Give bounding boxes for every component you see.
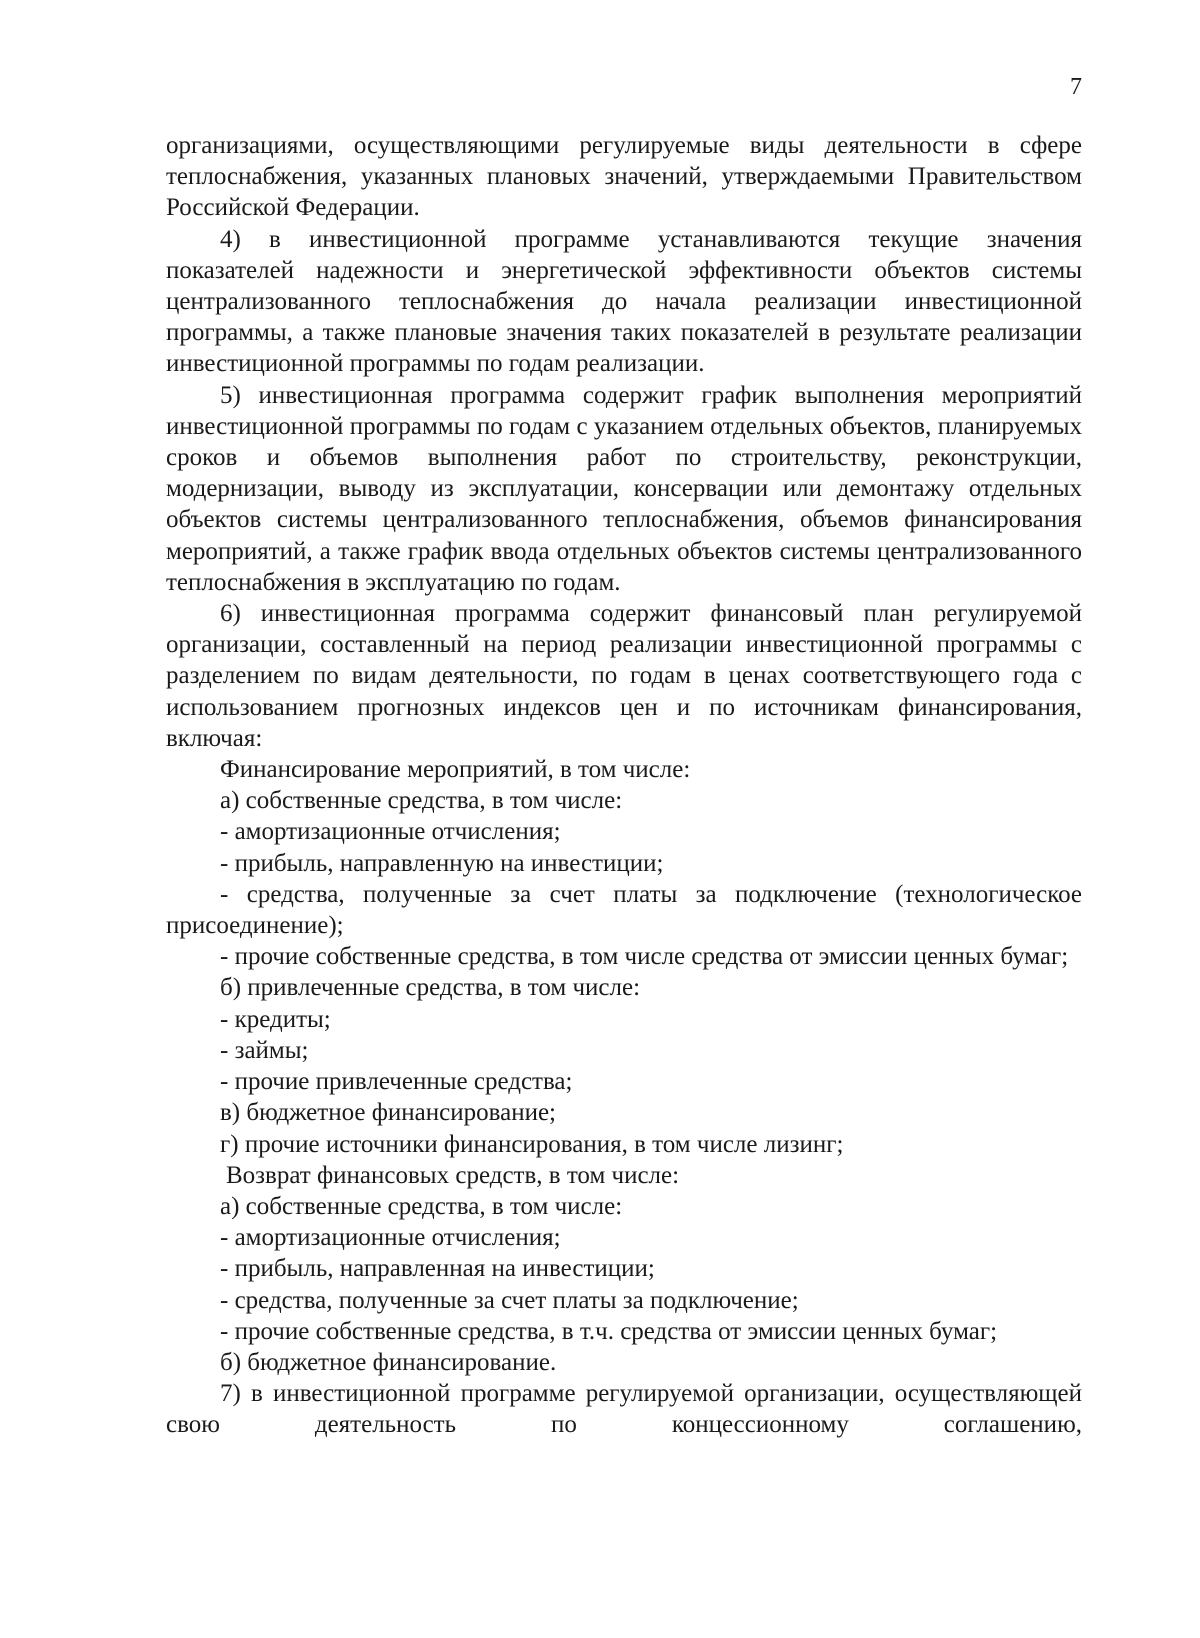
paragraph-item-6: 6) инвестиционная программа содержит финансовый план регулируемой организации, составленный на период реализации инвестиционной программы с разделением по видам деятельности, по годам в ценах соответствующего года с использованием прогнозных индексов цен и по источникам финансирования, включая:: [166, 600, 1082, 752]
list-item: - займы;: [220, 1036, 309, 1064]
list-item: - средства, полученные за счет платы за подключение (технологическое присоединение);: [166, 880, 1082, 940]
document-body: [166, 130, 1082, 1441]
paragraph-item-5: 5) инвестиционная программа содержит график выполнения мероприятий инвестиционной программы по годам с указанием отдельных объектов, планируемых сроков и объемов выполнения работ по строительству, реконструкции, модернизации, выводу из эксплуатации, консервации или демонтажу отдельных объектов системы централизованного теплоснабжения, объемов финансирования мероприятий, а также график ввода отдельных объектов системы централизованного теплоснабжения в эксплуатацию по годам.: [166, 381, 1082, 596]
paragraph-item-7: 7) в инвестиционной программе регулируемой организации, осуществляющей свою деятельность по концессионному соглашению,: [166, 1380, 1082, 1439]
paragraph-continuation: организациями, осуществляющими регулируемые виды деятельности в сфере теплоснабжения, указанных плановых значений, утверждаемыми Правительством Российской Федерации.: [166, 132, 1082, 222]
list-item: - амортизационные отчисления;: [220, 1224, 561, 1252]
list-item: б) привлеченные средства, в том числе:: [220, 974, 641, 1002]
return-heading: Возврат финансовых средств, в том числе:: [226, 1161, 680, 1189]
financing-heading: Финансирование мероприятий, в том числе:: [220, 756, 691, 784]
paragraph-item-4: 4) в инвестиционной программе устанавливаются текущие значения показателей надежности и энергетической эффективности объектов системы централизованного теплоснабжения до начала реализации инвестиционной программы, а также плановые значения таких показателей в результате реализации инвестиционной программы по годам реализации.: [166, 225, 1082, 378]
list-item: в) бюджетное финансирование;: [220, 1099, 556, 1127]
page-number: 7: [1070, 74, 1082, 100]
list-item: - прочие собственные средства, в т.ч. средства от эмиссии ценных бумаг;: [220, 1317, 998, 1345]
list-item: - прочие привлеченные средства;: [220, 1068, 573, 1096]
list-item: б) бюджетное финансирование.: [220, 1348, 557, 1376]
list-item: - прибыль, направленная на инвестиции;: [220, 1255, 655, 1283]
list-item: - прочие собственные средства, в том числе средства от эмиссии ценных бумаг;: [220, 943, 1069, 971]
list-item: - средства, полученные за счет платы за подключение;: [220, 1286, 799, 1314]
list-item: - амортизационные отчисления;: [220, 818, 561, 846]
list-item: - прибыль, направленную на инвестиции;: [220, 849, 664, 877]
list-item: г) прочие источники финансирования, в том числе лизинг;: [220, 1130, 844, 1158]
list-item: - кредиты;: [220, 1005, 331, 1033]
list-item: а) собственные средства, в том числе:: [220, 1192, 623, 1220]
list-item: а) собственные средства, в том числе:: [220, 787, 623, 815]
